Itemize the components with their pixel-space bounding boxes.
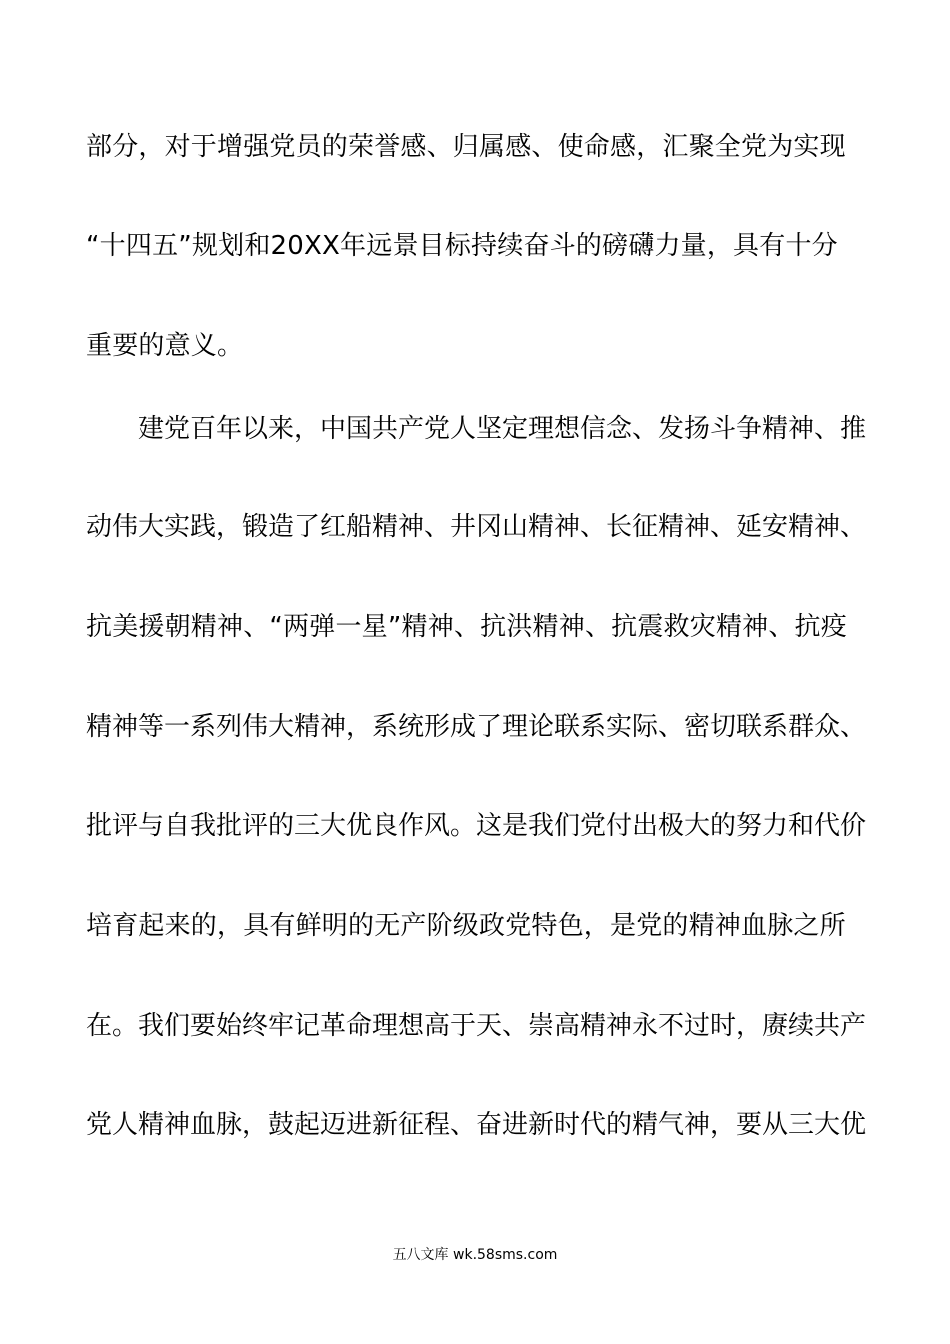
text-line: 动伟大实践，锻造了红船精神、井冈山精神、长征精神、延安精神、 bbox=[86, 512, 867, 542]
text-line: “十四五”规划和20XX年远景目标持续奋斗的磅礴力量，具有十分 bbox=[86, 231, 838, 261]
paragraph-first-line: 建党百年以来，中国共产党人坚定理想信念、发扬斗争精神、推 bbox=[86, 414, 867, 444]
text-line: 在。我们要始终牢记革命理想高于天、崇高精神永不过时，赓续共产 bbox=[86, 1011, 867, 1041]
text-line: 精神等一系列伟大精神，系统形成了理论联系实际、密切联系群众、 bbox=[86, 712, 867, 742]
text-line: 培育起来的，具有鲜明的无产阶级政党特色，是党的精神血脉之所 bbox=[86, 911, 846, 941]
text-line: 部分，对于增强党员的荣誉感、归属感、使命感，汇聚全党为实现 bbox=[86, 132, 846, 162]
text-line: 重要的意义。 bbox=[86, 331, 244, 361]
text-line: 抗美援朝精神、“两弹一星”精神、抗洪精神、抗震救灾精神、抗疫 bbox=[86, 612, 847, 642]
text-line: 党人精神血脉，鼓起迈进新征程、奋进新时代的精气神，要从三大优 bbox=[86, 1110, 867, 1140]
footer-watermark: 五八文库 wk.58sms.com bbox=[392, 1247, 558, 1263]
text-line: 批评与自我批评的三大优良作风。这是我们党付出极大的努力和代价 bbox=[86, 811, 867, 841]
